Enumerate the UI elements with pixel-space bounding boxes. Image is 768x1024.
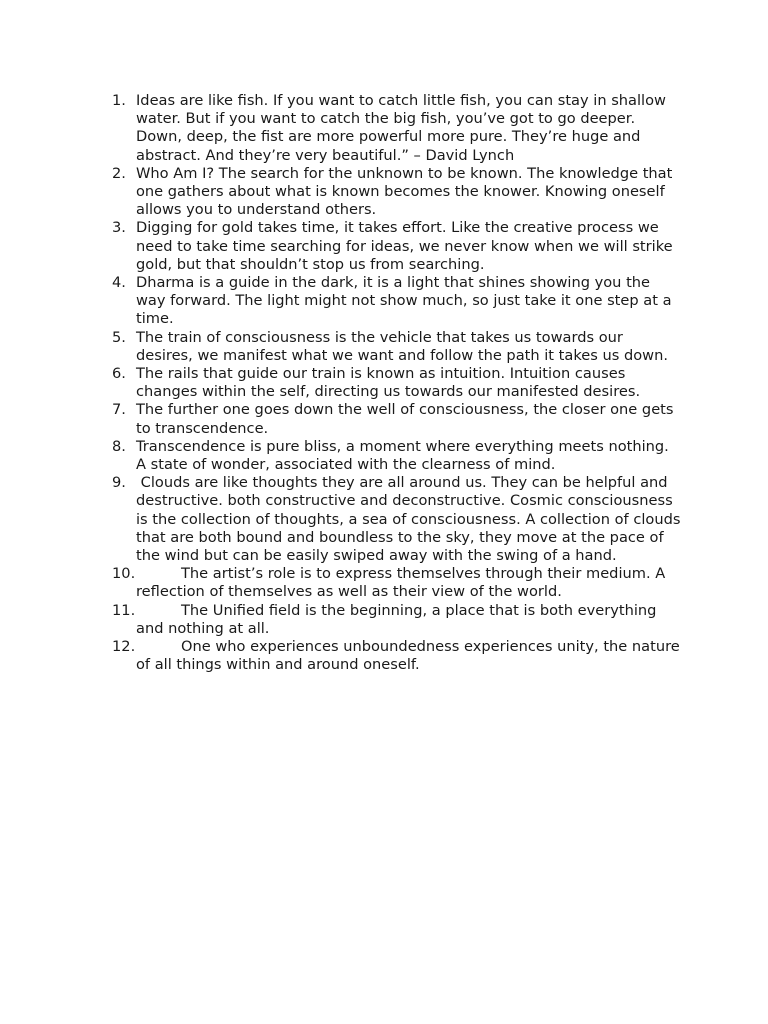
- list-item-number: 5.: [112, 328, 126, 346]
- list-item: [112, 474, 686, 565]
- list-item: [112, 438, 682, 474]
- list-item-number: 11.: [112, 601, 136, 619]
- list-item-number: 2.: [112, 164, 126, 182]
- list-item-text: Who Am I? The search for the unknown to be known. The knowledge that one gathers about what is known becomes the knower. Knowing oneself allows you to understand others.: [136, 164, 677, 219]
- list-item-number: 12.: [112, 638, 136, 656]
- list-item-number: 1.: [112, 92, 126, 109]
- numbered-list: [112, 92, 686, 675]
- list-item: [112, 565, 682, 601]
- list-item: [112, 329, 682, 365]
- list-item: [112, 92, 682, 165]
- list-item-number: 8.: [112, 437, 126, 455]
- list-item: [112, 365, 682, 401]
- list-item: [112, 602, 682, 638]
- list-item: [112, 638, 685, 674]
- list-item-text: Dharma is a guide in the dark, it is a light that shines showing you the way forward. The light might not show much, so just take it one step at a time.: [136, 274, 677, 328]
- list-item-text: The further one goes down the well of consciousness, the closer one gets to transcendence.: [136, 401, 679, 437]
- list-item-number: 3.: [112, 219, 126, 237]
- list-item-number: 7.: [112, 401, 126, 419]
- list-item-text: Digging for gold takes time, it takes effort. Like the creative process we need to take time searching for ideas, we never know when we will strike gold, but that shouldn’t stop us from searching.: [136, 219, 678, 273]
- list-item-text: The train of consciousness is the vehicle that takes us towards our desires, we manifest what we want and follow the path it takes us down.: [136, 328, 668, 364]
- list-item-text: The rails that guide our train is known as intuition. Intuition causes changes within the self, directing us towards our manifested desires.: [136, 365, 641, 401]
- list-item-text: Clouds are like thoughts they are all around us. They can be helpful and destructive. both constructive and deconstructive. Cosmic consciousness is the collection of thoughts, a sea of consciousness. A collection of clouds that are both bound and boundless to the sky, they move at the pace of the wind but can be easily swiped away with the swing of a hand.: [136, 474, 686, 565]
- list-item-number: 4.: [112, 274, 126, 292]
- list-item: [112, 165, 682, 220]
- list-item-text: One who experiences unboundedness experiences unity, the nature of all things within and around oneself.: [136, 638, 685, 674]
- list-item: [112, 401, 682, 437]
- list-item-text: Transcendence is pure bliss, a moment where everything meets nothing. A state of wonder, associated with the clearness of mind.: [136, 437, 674, 474]
- list-item-number: 9.: [112, 474, 126, 492]
- list-item: [112, 219, 682, 274]
- list-item-text: The Unified field is the beginning, a place that is both everything and nothing at all.: [136, 601, 662, 637]
- list-item-number: 6.: [112, 365, 126, 383]
- list-item: [112, 274, 682, 329]
- list-item-text: The artist’s role is to express themselves through their medium. A reflection of themselves as well as their view of the world.: [136, 565, 670, 601]
- list-item-number: 10.: [112, 565, 136, 583]
- list-item-text: Ideas are like fish. If you want to catch little fish, you can stay in shallow water. But if you want to catch the big fish, you’ve got to go deeper. Down, deep, the fist are more powerful more pure. They’re huge and abstract. And they’re very beautiful.” – David Lynch: [136, 92, 671, 164]
